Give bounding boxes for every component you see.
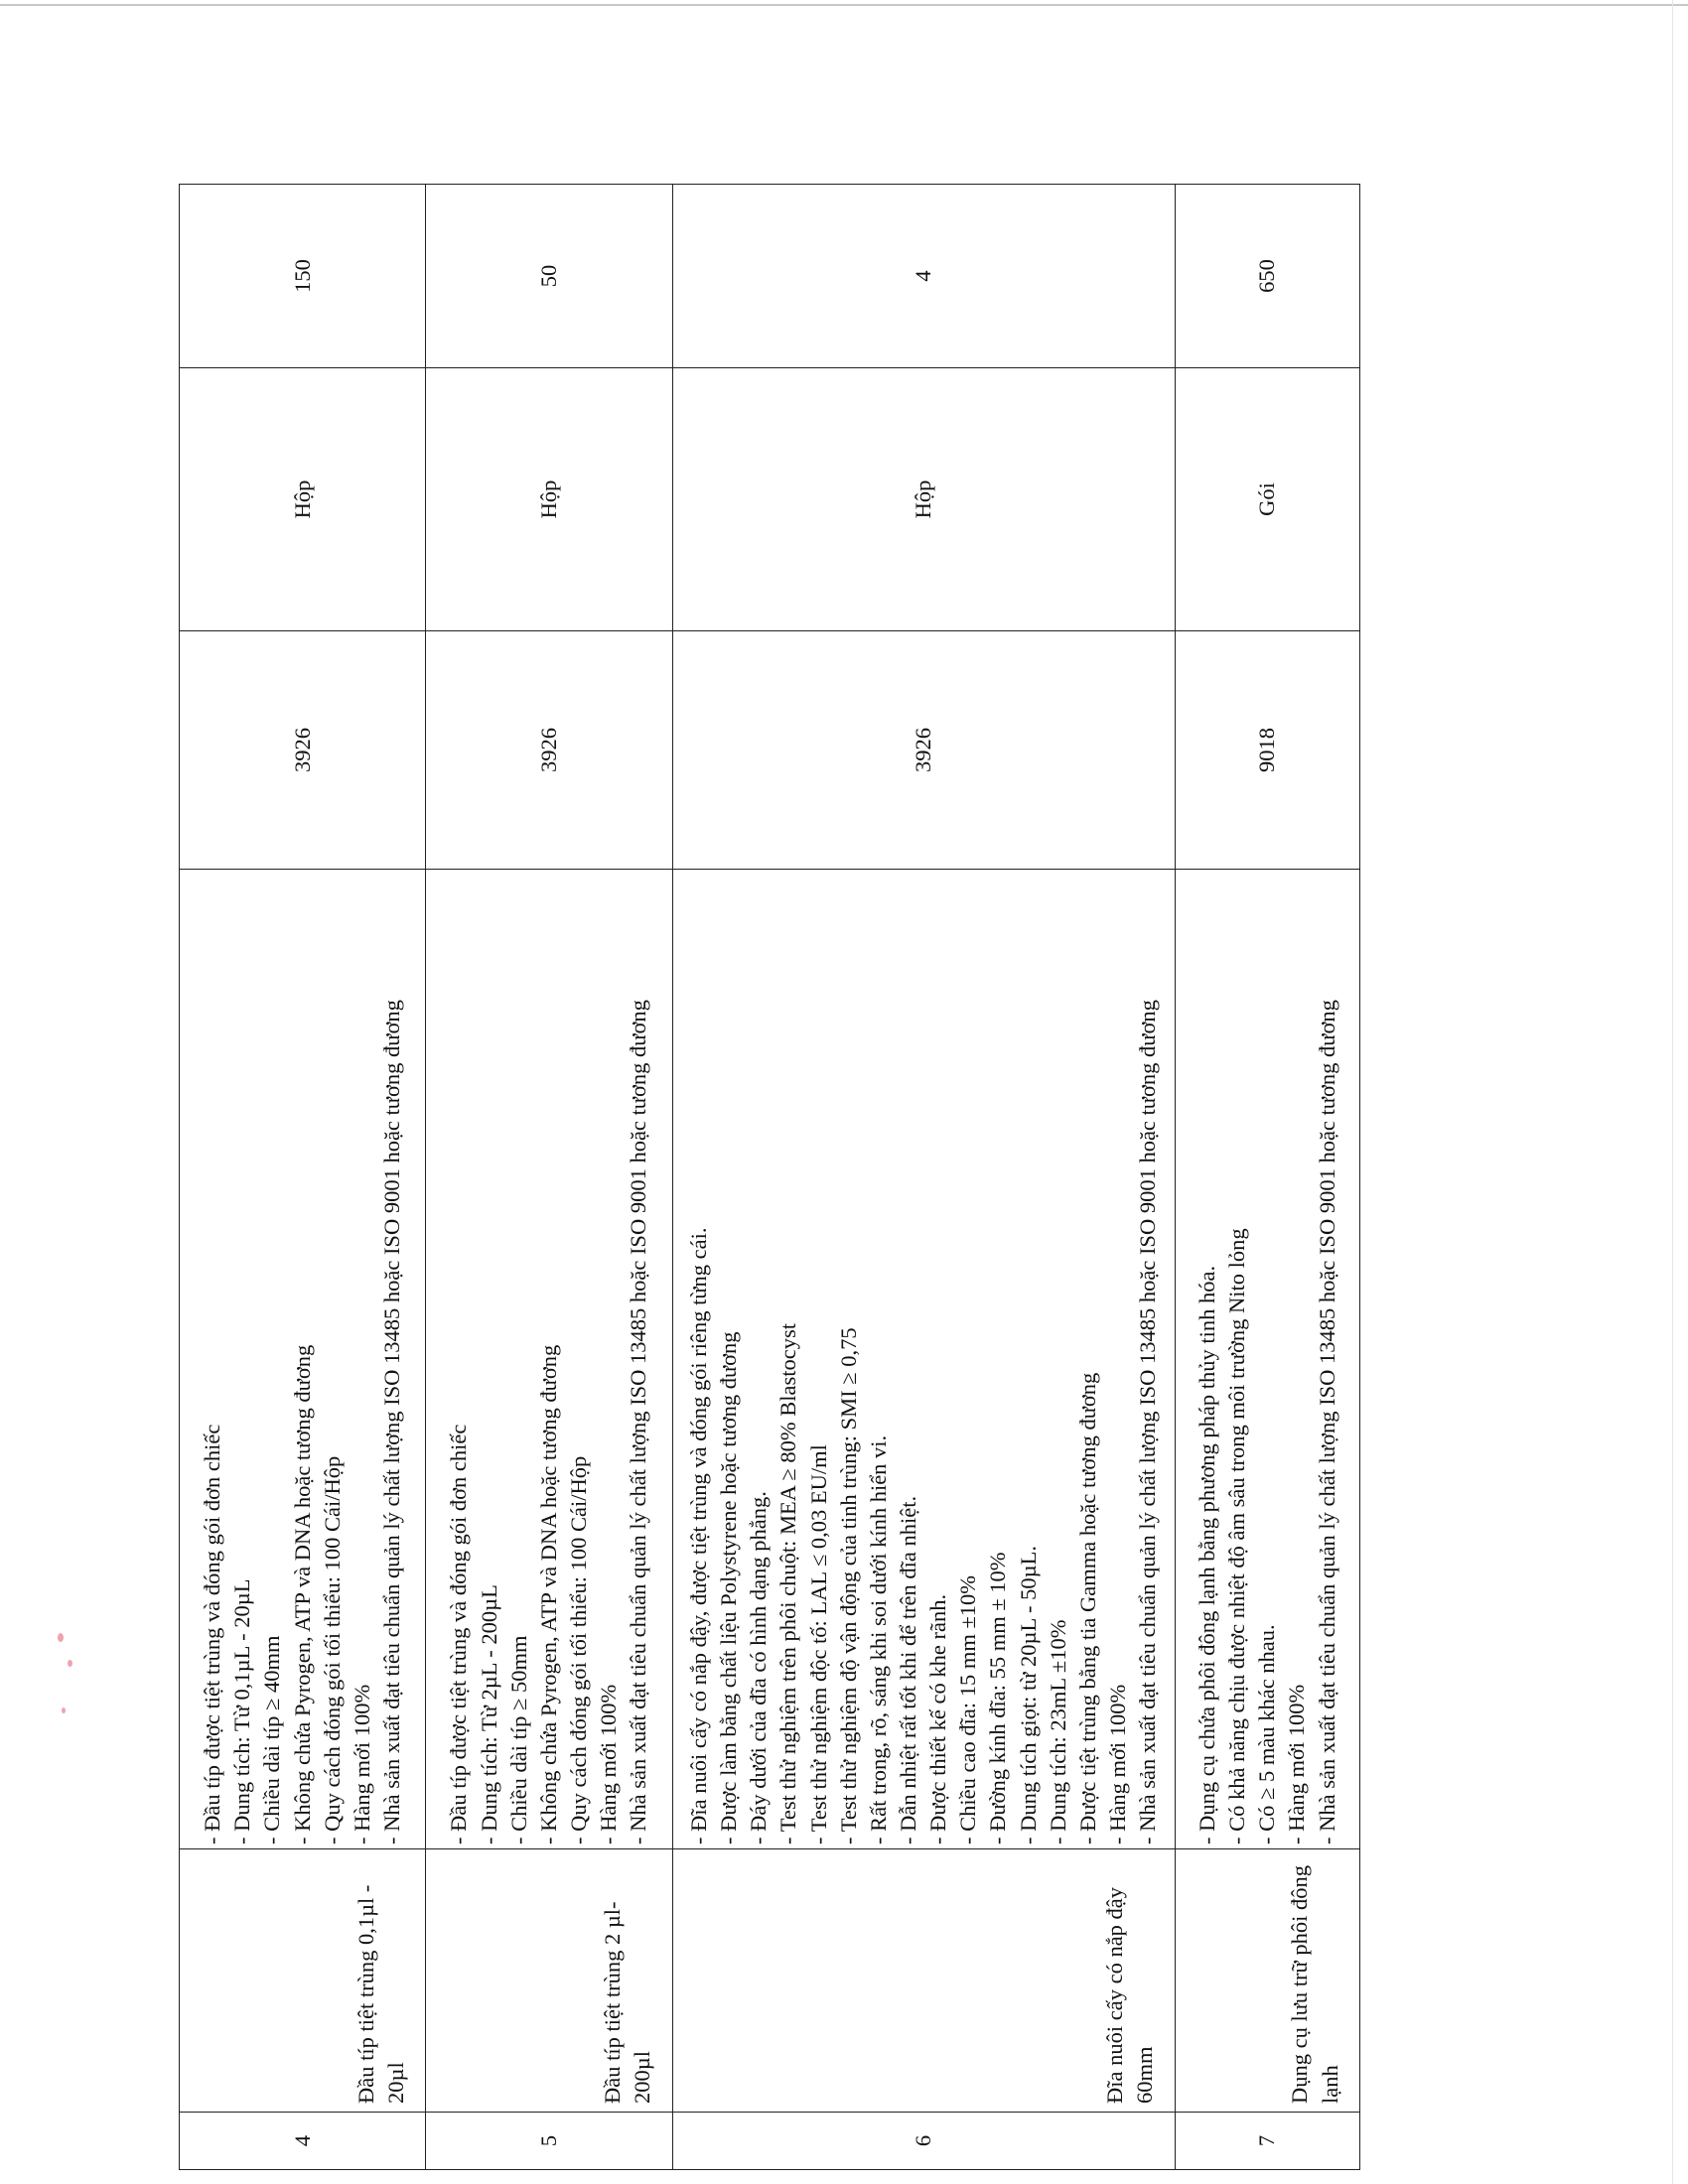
spec-line: - Không chứa Pyrogen, ATP và DNA hoặc tương đương [535,1344,561,1844]
item-specification [180,870,426,1849]
hs-code: 9018 [1175,631,1359,870]
spec-line: - Hàng mới 100% [1284,1684,1310,1844]
item-name: Dụng cụ lưu trữ phôi đông lạnh [1175,1849,1359,2113]
rotated-page [179,185,1360,2170]
quantity: 650 [1175,185,1359,368]
item-name: Đầu típ tiệt trùng 0,1µl - 20µl [180,1849,426,2113]
item-specification [426,870,672,1849]
spec-line: - Có ≥ 5 màu khác nhau. [1254,1624,1280,1844]
spec-line: - Hàng mới 100% [596,1684,622,1844]
spec-line: - Dụng cụ chứa phôi đông lạnh bằng phương pháp thủy tinh hóa. [1195,1265,1220,1844]
quantity: 150 [180,185,426,368]
spec-line: - Có khả năng chịu được nhiệt độ âm sâu trong môi trường Nito lỏng [1224,1228,1250,1844]
spec-line: - Quy cách đóng gói tối thiểu: 100 Cái/Hộp [319,1455,345,1844]
quantity: 4 [672,185,1175,368]
spec-line: - Dẫn nhiệt rất tốt khi để trên đĩa nhiệt. [896,1495,921,1844]
spec-line: - Hàng mới 100% [1105,1684,1131,1844]
hs-code: 3926 [180,631,426,870]
spec-line: - Được làm bằng chất liệu Polystyrene hoặc tương đương [716,1331,742,1844]
table-row [1175,185,1359,2170]
quantity: 50 [426,185,672,368]
hs-code: 3926 [426,631,672,870]
spec-line: - Chiều dài típ ≥ 40mm [259,1635,285,1844]
table-row [180,185,426,2170]
spec-line: - Được tiệt trùng bằng tia Gamma hoặc tương đương [1074,1372,1100,1844]
spec-line: - Dung tích: Từ 0,1µL - 20µL [229,1578,255,1844]
row-number: 6 [672,2113,1175,2170]
spec-line: - Dung tích: 23mL ±10% [1045,1619,1070,1844]
item-specification [672,870,1175,1849]
spec-line: - Đáy dưới của đĩa có hình dạng phẳng. [746,1491,772,1844]
row-number: 7 [1175,2113,1359,2170]
unit: Hộp [180,368,426,631]
spec-line: - Đĩa nuôi cấy có nắp đậy, được tiệt trùng và đóng gói riêng từng cái. [686,1227,712,1844]
unit: Hộp [672,368,1175,631]
spec-line: - Nhà sản xuất đạt tiêu chuẩn quản lý chất lượng ISO 13485 hoặc ISO 9001 hoặc tương đương [1314,1000,1339,1844]
spec-line: - Test thử nghiệm độ vận động của tinh trùng: SMI ≥ 0,75 [835,1327,861,1844]
spec-line: - Nhà sản xuất đạt tiêu chuẩn quản lý chất lượng ISO 13485 hoặc ISO 9001 hoặc tương đương [379,1000,404,1844]
spec-line: - Test thử nghiệm trên phôi chuột: MEA ≥ 80% Blastocyst [775,1322,801,1844]
spec-line: - Test thử nghiệm độc tố: LAL ≤ 0,03 EU/ml [805,1444,831,1844]
spec-line: - Không chứa Pyrogen, ATP và DNA hoặc tương đương [289,1344,315,1844]
spec-line: - Quy cách đóng gói tối thiểu: 100 Cái/Hộp [566,1455,592,1844]
spec-line: - Chiều dài típ ≥ 50mm [505,1635,531,1844]
spec-line: - Rất trong, rõ, sáng khi soi dưới kính hiển vi. [865,1434,891,1844]
item-specification [1175,870,1359,1849]
unit: Gói [1175,368,1359,631]
stamp-mark [68,1660,72,1667]
hs-code: 3926 [672,631,1175,870]
stamp-mark [58,1633,64,1642]
table-row [672,185,1175,2170]
unit: Hộp [426,368,672,631]
spec-table [179,184,1360,2170]
spec-line: - Đầu típ được tiệt trùng và đóng gói đơn chiếc [200,1424,225,1844]
spec-line: - Đường kính đĩa: 55 mm ± 10% [985,1552,1011,1844]
spec-line: - Nhà sản xuất đạt tiêu chuẩn quản lý chất lượng ISO 13485 hoặc ISO 9001 hoặc tương đương [1135,1000,1161,1844]
item-name: Đầu típ tiệt trùng 2 µl-200µl [426,1849,672,2113]
table-row [426,185,672,2170]
spec-line: - Hàng mới 100% [349,1684,374,1844]
spec-line: - Được thiết kế có khe rãnh. [925,1593,951,1844]
spec-line: - Nhà sản xuất đạt tiêu chuẩn quản lý chất lượng ISO 13485 hoặc ISO 9001 hoặc tương đương [626,1000,651,1844]
item-name: Đĩa nuôi cấy có nắp đậy 60mm [672,1849,1175,2113]
page-top-edge [0,4,1688,6]
spec-line: - Đầu típ được tiệt trùng và đóng gói đơn chiếc [446,1424,472,1844]
row-number: 4 [180,2113,426,2170]
spec-line: - Dung tích giọt: từ 20µL - 50µL. [1015,1545,1041,1844]
stamp-mark [62,1707,66,1713]
spec-line: - Chiều cao đĩa: 15 mm ±10% [955,1574,981,1844]
page-right-edge [1672,0,1673,2184]
spec-line: - Dung tích: Từ 2µL - 200µL [476,1584,501,1844]
row-number: 5 [426,2113,672,2170]
